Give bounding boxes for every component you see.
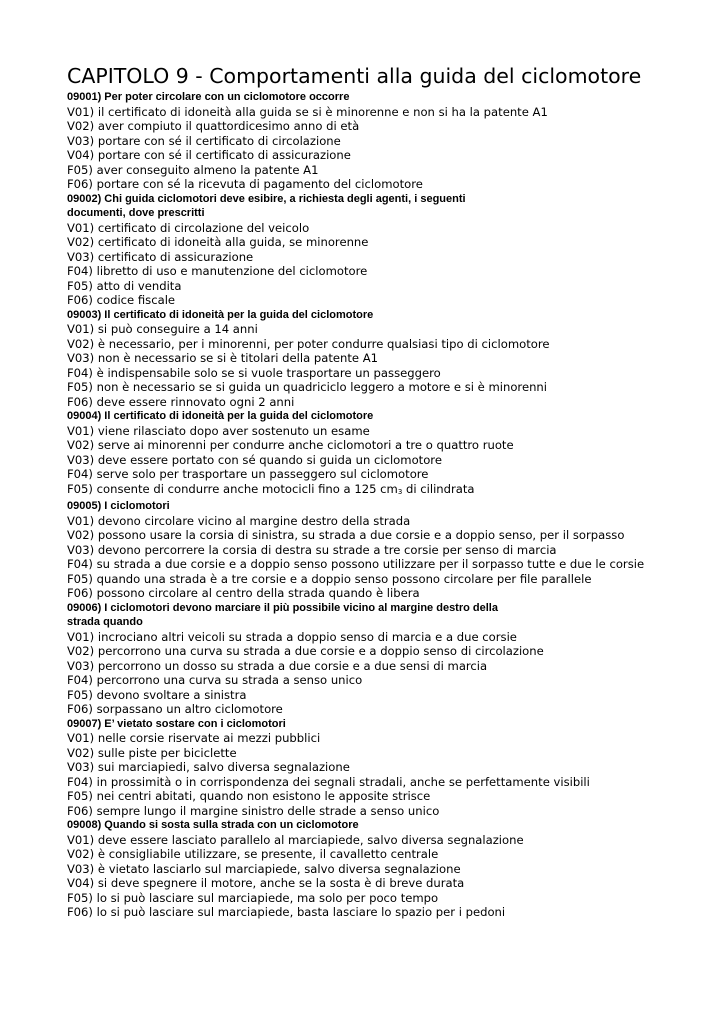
answer-option: F06) sempre lungo il margine sinistro delle strade a senso unico [67,803,440,818]
answer-option: F05) nei centri abitati, quando non esistono le apposite strisce [67,789,431,803]
answer-option: F04) percorrono una curva su strada a senso unico [67,673,363,687]
answer-option: V02) percorrono una curva su strada a due corsie e a doppio senso di circolazione [67,644,544,658]
answer-option: V01) il certificato di idoneità alla guida se si è minorenne e non si ha la patente A1 [67,104,548,119]
question-text: 09002) Chi guida ciclomotori deve esibire, a richiesta degli agenti, i seguenti documenti, dove prescritti [67,192,466,219]
answer-option: V01) si può conseguire a 14 anni [67,322,258,336]
answer-option: V01) viene rilasciato dopo aver sostenuto un esame [67,423,370,438]
answer-option: F05) non è necessario se si guida un quadriciclo leggero a motore e si è minorenni [67,380,547,394]
question-list [67,90,707,920]
question-block [67,601,707,717]
answer-option: F06) deve essere rinnovato ogni 2 anni [67,394,295,409]
answer-option: F05) consente di condurre anche motocicli fino a 125 cm3 di cilindrata [67,481,475,496]
question-text: 09003) Il certificato di idoneità per la guida del ciclomotore [67,308,374,321]
answer-option: F04) serve solo per trasportare un passeggero sul ciclomotore [67,467,429,481]
answer-option: V02) possono usare la corsia di sinistra, su strada a due corsie e a doppio senso, per il sorpasso [67,528,625,542]
answer-option: V01) certificato di circolazione del veicolo [67,220,310,235]
answer-option: F06) portare con sé la ricevuta di pagamento del ciclomotore [67,177,423,191]
answer-option: V01) deve essere lasciato parallelo al marciapiede, salvo diversa segnalazione [67,832,524,847]
answer-option: F06) possono circolare al centro della strada quando è libera [67,586,420,600]
answer-option: F06) codice fiscale [67,293,176,307]
answer-option: F04) in prossimità o in corrispondenza dei segnali stradali, anche se perfettamente visibili [67,774,590,789]
answer-option: V03) percorrono un dosso su strada a due corsie e a due sensi di marcia [67,658,488,673]
question-block [67,192,707,308]
answer-option: F04) su strada a due corsie e a doppio senso possono utilizzare per il sorpasso tutte e due le corsie [67,557,645,571]
answer-option: V03) certificato di assicurazione [67,249,254,264]
answer-option: V04) portare con sé il certificato di assicurazione [67,148,351,162]
answer-option: F05) devono svoltare a sinistra [67,687,247,702]
answer-option: V02) sulle piste per biciclette [67,745,237,760]
answer-option: V03) portare con sé il certificato di circolazione [67,133,341,148]
question-block [67,409,707,499]
answer-option: V02) certificato di idoneità alla guida, se minorenne [67,235,369,249]
answer-option: V03) deve essere portato con sé quando si guida un ciclomotore [67,452,442,467]
answer-option: F05) atto di vendita [67,278,182,293]
question-text: 09004) Il certificato di idoneità per la guida del ciclomotore [67,410,374,422]
answer-option: V04) si deve spegnere il motore, anche se la sosta è di breve durata [67,876,465,890]
answer-option: V02) è necessario, per i minorenni, per poter condurre qualsiasi tipo di ciclomotore [67,336,550,351]
answer-option: F06) sorpassano un altro ciclomotore [67,702,283,716]
answer-option: F04) è indispensabile solo se si vuole trasportare un passeggero [67,365,441,380]
answer-option: V02) serve ai minorenni per condurre anche ciclomotori a tre o quattro ruote [67,438,514,452]
question-block [67,499,707,601]
answer-option: F04) libretto di uso e manutenzione del ciclomotore [67,264,368,278]
answer-option: V03) non è necessario se si è titolari della patente A1 [67,351,379,365]
question-text: 09001) Per poter circolare con un ciclomotore occorre [67,91,350,103]
answer-option: V02) aver compiuto il quattordicesimo anno di età [67,119,360,133]
question-block [67,90,707,192]
answer-option: F05) aver conseguito almeno la patente A1 [67,162,319,177]
answer-option: F05) lo si può lasciare sul marciapiede, ma solo per poco tempo [67,890,439,905]
answer-option: V01) devono circolare vicino al margine destro della strada [67,513,411,528]
question-block [67,717,707,819]
question-block [67,308,707,410]
question-text: 09008) Quando si sosta sulla strada con un ciclomotore [67,819,359,831]
answer-option: V03) devono percorrere la corsia di destra su strade a tre corsie per senso di marcia [67,542,557,557]
answer-option: V03) è vietato lasciarlo sul marciapiede, salvo diversa segnalazione [67,861,461,876]
answer-option: F06) lo si può lasciare sul marciapiede, basta lasciare lo spazio per i pedoni [67,905,506,919]
answer-option: F05) quando una strada è a tre corsie e a doppio senso possono circolare per file parallele [67,571,592,586]
question-text: 09006) I ciclomotori devono marciare il più possibile vicino al margine destro della strada quando [67,601,498,628]
answer-option: V01) nelle corsie riservate ai mezzi pubblici [67,731,321,745]
question-text: 09007) E’ vietato sostare con i ciclomotori [67,717,286,730]
answer-option: V03) sui marciapiedi, salvo diversa segnalazione [67,760,350,774]
question-block [67,818,707,920]
answer-option: V01) incrociano altri veicoli su strada a doppio senso di marcia e a due corsie [67,629,517,644]
question-text: 09005) I ciclomotori [67,500,170,512]
answer-option: V02) è consigliabile utilizzare, se presente, il cavalletto centrale [67,847,439,861]
chapter-title: CAPITOLO 9 - Comportamenti alla guida del ciclomotore [67,64,642,88]
document-page [67,62,707,920]
